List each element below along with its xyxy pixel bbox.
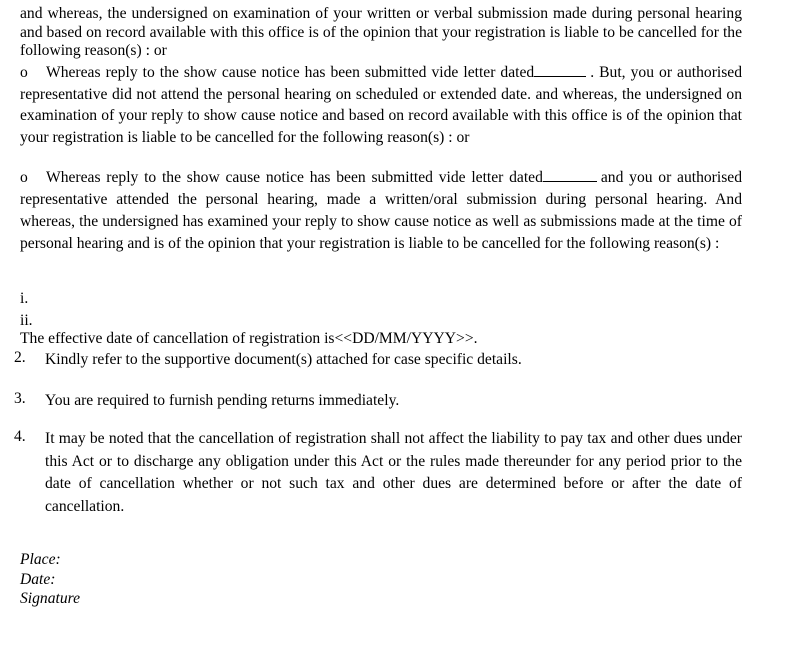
option-two-paragraph [20, 167, 742, 255]
item-number: 2. [14, 349, 26, 366]
reason-item-1: i. [20, 290, 29, 307]
hollow-bullet-icon: o [20, 64, 28, 81]
reason-item-2: ii. [20, 312, 33, 329]
place-label: Place: [20, 551, 61, 568]
letter-date-blank-2 [543, 168, 597, 182]
item-text: You are required to furnish pending returns immediately. [45, 392, 400, 409]
item-number: 4. [14, 428, 26, 445]
signature-label: Signature [20, 590, 81, 607]
option-one-text-end: . But, you or authorised representative did not attend the personal hearing on scheduled or extended date. and whereas, the undersigned on examination of your reply to show cause notice and based on record available with this office is of the opinion that your registration is liable to be cancelled for the following reason(s) : or [20, 64, 742, 146]
hollow-bullet-icon: o [20, 169, 28, 186]
item-text: It may be noted that the cancellation of registration shall not affect the liability to pay tax and other dues under this Act or to discharge any obligation under this Act or the rules made thereunder for any period prior to the date of cancellation whether or not such tax and other dues are determined before or after the date of cancellation. [45, 430, 742, 515]
date-label: Date: [20, 571, 56, 588]
effective-date-line: The effective date of cancellation of registration is<<DD/MM/YYYY>>. [20, 330, 478, 347]
item-text: Kindly refer to the supportive document(s) attached for case specific details. [45, 351, 522, 368]
letter-date-blank-1 [534, 63, 586, 77]
intro-paragraph: and whereas, the undersigned on examination of your written or verbal submission made during personal hearing and based on record available with this office is of the opinion that your registration is liable to be cancelled for the following reason(s) : or [20, 5, 742, 60]
item-number: 3. [14, 390, 26, 407]
option-two-text-end: and you or authorised representative attended the personal hearing, made a written/oral submission during personal hearing. And whereas, the undersigned has examined your reply to show cause notice as well as submissions made at the time of personal hearing and is of the opinion that your registration is liable to be cancelled for the following reason(s) : [20, 169, 742, 252]
option-one-text-start: Whereas reply to the show cause notice has been submitted vide letter dated [46, 64, 535, 81]
option-two-text-start: Whereas reply to the show cause notice has been submitted vide letter dated [46, 169, 543, 186]
option-one-paragraph [20, 62, 742, 148]
